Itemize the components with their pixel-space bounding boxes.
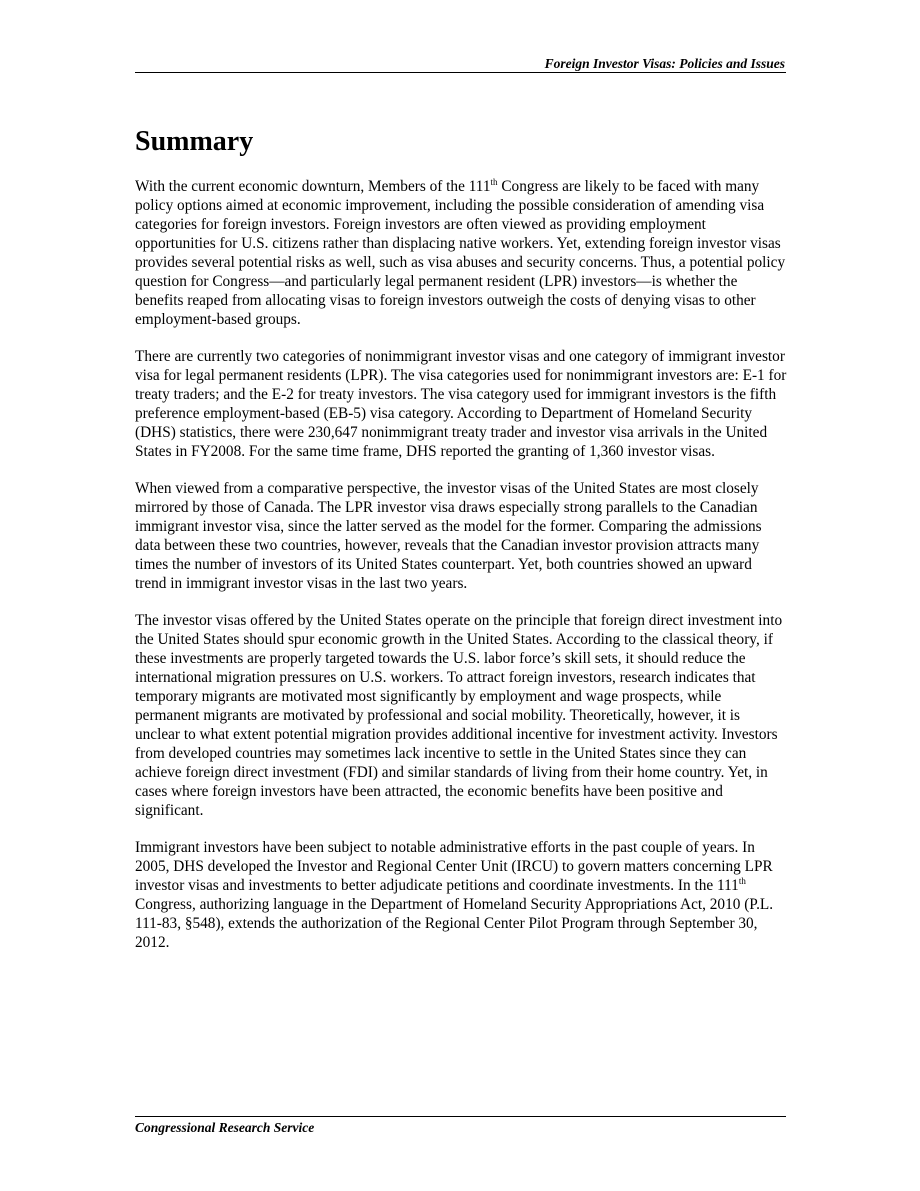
paragraph-comparative-perspective: When viewed from a comparative perspective, the investor visas of the United States are most closely mirrored by those of Canada. The LPR investor visa draws especially strong parallels to the Canadian immigrant investor visa, since the latter served as the model for the former. Comparing the admissions data between these two countries, however, reveals that the Canadian investor provision attracts many times the number of investors of its United States counterpart. Yet, both countries showed an upward trend in immigrant investor visas in the last two years.	[135, 480, 762, 592]
ordinal-suffix: th	[490, 177, 498, 187]
paragraph-economic-downturn	[135, 177, 787, 329]
paragraph-text: With the current economic downturn, Members of the 111	[135, 178, 491, 195]
summary-body	[135, 177, 787, 970]
header-divider	[135, 72, 786, 73]
paragraph-text: Immigrant investors have been subject to notable administrative efforts in the past couple of years. In 2005, DHS developed the Investor and Regional Center Unit (IRCU) to govern matters concerning LPR investor visas and investments to better adjudicate petitions and coordinate investments. In the 111	[135, 839, 773, 894]
running-header: Foreign Investor Visas: Policies and Issues	[544, 56, 785, 71]
paragraph-text: Congress are likely to be faced with many policy options aimed at economic improvement, including the possible consideration of amending visa categories for foreign investors. Foreign investors are often viewed as providing employment opportunities for U.S. citizens rather than displacing native workers. Yet, extending foreign investor visas provides several potential risks as well, such as visa abuses and security concerns. Thus, a potential policy question for Congress—and particularly legal permanent resident (LPR) investors—is whether the benefits reaped from allocating visas to foreign investors outweigh the costs of denying visas to other employment-based groups.	[135, 178, 786, 328]
paragraph-text: Congress, authorizing language in the Department of Homeland Security Appropriations Act, 2010 (P.L. 111-83, §548), extends the authorization of the Regional Center Pilot Program through September 30, 2012.	[135, 896, 774, 951]
footer-source: Congressional Research Service	[135, 1120, 315, 1135]
paragraph-visa-categories: There are currently two categories of nonimmigrant investor visas and one category of immigrant investor visa for legal permanent residents (LPR). The visa categories used for nonimmigrant investors are: E-1 for treaty traders; and the E-2 for treaty investors. The visa category used for immigrant investors is the fifth preference employment-based (EB-5) visa category. According to Department of Homeland Security (DHS) statistics, there were 230,647 nonimmigrant treaty trader and investor visa arrivals in the United States in FY2008. For the same time frame, DHS reported the granting of 1,360 investor visas.	[135, 348, 787, 460]
ordinal-suffix: th	[738, 876, 746, 886]
paragraph-administrative-efforts	[135, 838, 787, 952]
footer-divider	[135, 1116, 786, 1117]
paragraph-economic-principle: The investor visas offered by the United States operate on the principle that foreign direct investment into the United States should spur economic growth in the United States. According to the classical theory, if these investments are properly targeted towards the U.S. labor force’s skill sets, it should reduce the international migration pressures on U.S. workers. To attract foreign investors, research indicates that temporary migrants are motivated most significantly by employment and wage prospects, while permanent migrants are motivated by professional and social mobility. Theoretically, however, it is unclear to what extent potential migration provides additional incentive for investment activity. Investors from developed countries may sometimes lack incentive to settle in the United States since they can achieve foreign direct investment (FDI) and similar standards of living from their home country. Yet, in cases where foreign investors have been attracted, the economic benefits have been positive and significant.	[135, 612, 783, 819]
page-title: Summary	[135, 126, 254, 157]
